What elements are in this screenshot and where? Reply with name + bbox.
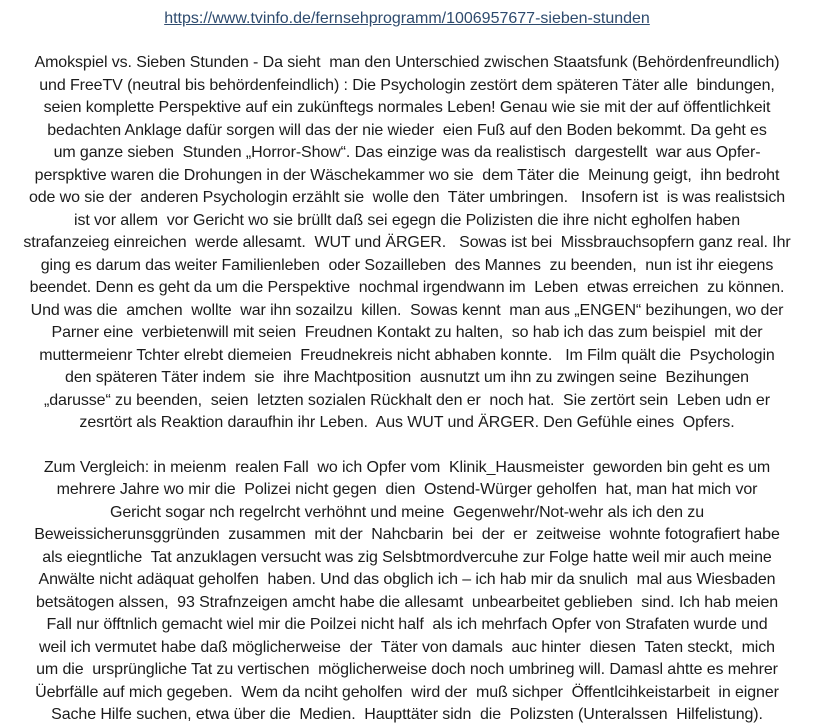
text-line: beendet. Denn es geht da um die Perspektive nochmal irgendwann im Leben etwas erreichen zu können.: [29, 279, 785, 296]
paragraph-zum-vergleich: [3, 457, 811, 727]
text-line: den späteren Täter indem sie ihre Machtposition ausnutzt um ihn zu zwingen seine Bezihungen: [65, 369, 749, 386]
text-line: zesrtört als Reaktion daraufhin ihr Leben. Aus WUT und ÄRGER. Den Gefühle eines Opfers.: [79, 414, 735, 431]
text-line: bedachten Anklage dafür sorgen will das der nie wieder eien Fuß auf den Boden bekommt. Da geht es: [47, 121, 767, 139]
text-line: perspktive waren die Drohungen in der Wäschekammer wo sie dem Täter die Meinung geigt, ihn bedroht: [34, 166, 780, 184]
text-line: Und was die amchen wollte war ihn sozailzu killen. Sowas kennt man aus „ENGEN“ bezihungen, wo der: [30, 301, 784, 319]
paragraph-amokspiel: [3, 52, 811, 435]
text-line: strafanzeieg einreichen werde allesamt. WUT und ÄRGER. Sowas ist bei Missbrauchsopfern ganz real. Ihr: [23, 234, 791, 251]
text-line: Üebrfälle auf mich gegeben. Wem da nciht geholfen wird der muß sichper Öffentlcihkeistarbeit in eigner: [35, 683, 779, 701]
text-line: Beweissicherunsggründen zusammen mit der Nahcbarin bei der er zeitweise wohnte fotografiert habe: [34, 526, 780, 543]
text-line: Gericht sogar nch regelrcht verhöhnt und meine Gegenwehr/Not-wehr als ich den zu: [110, 503, 704, 521]
text-line: muttermeienr Tchter elrebt diemeien Freudnekreis nicht abhaben konnte. Im Film quält die Psychologin: [39, 346, 775, 364]
text-line: Zum Vergleich: in meienm realen Fall wo ich Opfer vom Klinik_Hausmeister geworden bin geht es um: [43, 458, 771, 476]
text-line: ode wo sie der anderen Psychologin erzählt sie wolle den Täter umbringen. Insofern ist is was realistsich: [28, 189, 786, 206]
text-line: um ganze sieben Stunden „Horror-Show“. Das einzige was da realistisch dargestellt war aus Opfer-: [53, 144, 761, 161]
link-row: [3, 7, 811, 30]
text-line: „darusse“ zu beenden, seien letzten sozialen Rückhalt den er noch hat. Sie zertört sein Leben udn er: [44, 391, 770, 409]
text-line: ist vor allem vor Gericht wo sie brüllt daß sei egegn die Polizisten die ihre nicht egholfen haben: [73, 211, 740, 229]
text-line: als eiegntliche Tat anzuklagen versucht was zig Selsbtmordvercuhe zur Folge hatte weil mir auch meine: [42, 548, 772, 566]
text-line: betsätogen alssen, 93 Strafnzeigen amcht habe die allesamt unbearbeitet geblieben sind. Ich hab meien: [35, 593, 779, 611]
text-line: Parner eine verbietenwill mit seien Freudnen Kontakt zu halten, so hab ich das zum beispiel mit der: [51, 324, 763, 341]
article-link[interactable]: https://www.tvinfo.de/fernsehprogramm/1006957677-sieben-stunden: [164, 10, 650, 27]
text-line: Sache Hilfe suchen, etwa über die Medien. Haupttäter sidn die Polizsten (Unteralssen Hilfelistung).: [51, 706, 763, 723]
text-line: und FreeTV (neutral bis behördenfeindlich) : Die Psychologin zestört dem späteren Täter alle bindungen,: [39, 76, 775, 94]
text-line: weil ich vermutet habe daß möglicherweise der Täter von damals auc hinter diesen Taten steckt, mich: [39, 638, 775, 656]
text-line: mehrere Jahre wo mir die Polizei nicht gegen dien Ostend-Würger geholfen hat, man hat mich vor: [56, 481, 758, 498]
text-line: seien komplette Perspektive auf ein zukünftegs normales Leben! Genau wie sie mit der auf öffentlichkeit: [43, 99, 771, 116]
text-line: Amokspiel vs. Sieben Stunden - Da sieht man den Unterschied zwischen Staatsfunk (Behördenfreundlich): [34, 54, 780, 71]
text-line: Anwälte nicht adäquat geholfen haben. Und das obglich ich – ich hab mir da snulich mal aus Wiesbaden: [38, 571, 776, 588]
text-line: um die ursprüngliche Tat zu vertischen möglicherweise doch noch umbrineg will. Damasl ahtte es mehrer: [36, 661, 778, 678]
text-line: ging es darum das weiter Familienleben oder Sozailleben des Mannes zu beenden, nun ist ihr eiegens: [40, 256, 774, 274]
text-line: Fall nur öfftnlich gemacht wiel mir die Poilzei nicht half als ich mehrfach Opfer von Strafaten wurde und: [46, 616, 768, 633]
